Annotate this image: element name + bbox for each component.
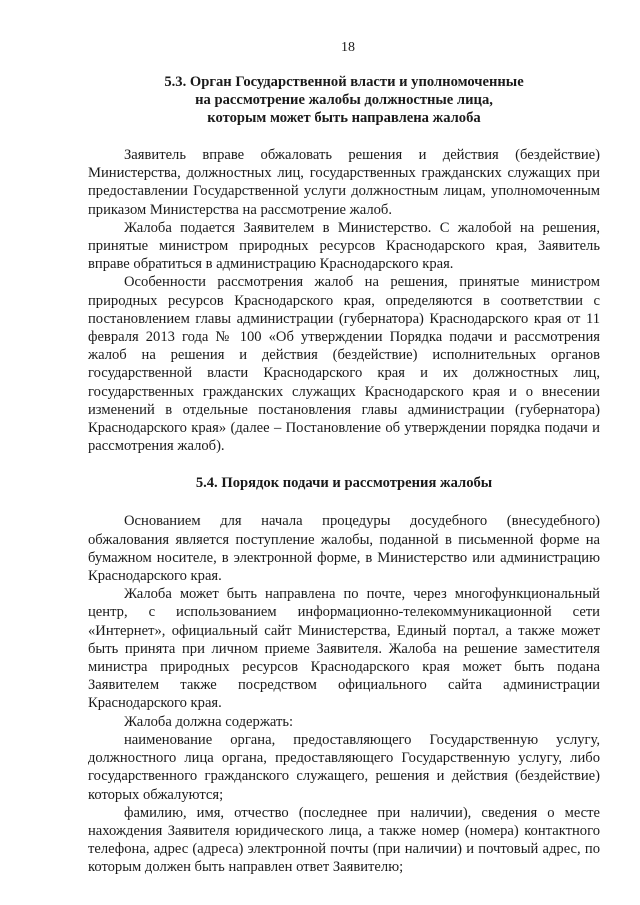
- section-5-4-heading: [88, 474, 600, 492]
- paragraph: Жалоба должна содержать:: [124, 713, 294, 730]
- heading-line: на рассмотрение жалобы должностные лица,: [195, 92, 493, 108]
- section-5-4-body: [88, 512, 600, 876]
- section-5-3-heading: [88, 73, 600, 127]
- paragraph: Основанием для начала процедуры досудебного (внесудебного) обжалования является поступление жалобы, поданной в письменной форме на бумажном носителе, в электронной форме, в Министерство или администрацию Краснодарского края.: [88, 513, 600, 585]
- paragraph: Жалоба подается Заявителем в Министерство. С жалобой на решения, принятые министром природных ресурсов Краснодарского края, Заявитель вправе обратиться в администрацию Краснодарского края.: [88, 219, 600, 273]
- paragraph: Заявитель вправе обжаловать решения и действия (бездействие) Министерства, должностных лиц, государственных гражданских служащих при предоставлении Государственной услуги должностным лицам, уполномоченным приказом Министерства на рассмотрение жалоб.: [88, 147, 600, 218]
- section-5-3-body: [88, 146, 600, 455]
- paragraph: фамилию, имя, отчество (последнее при наличии), сведения о месте нахождения Заявителя юридического лица, а также номер (номера) контактного телефона, адрес (адреса) электронной почты (при наличии) и почтовый адрес, по которым должен быть направлен ответ Заявителю;: [88, 804, 600, 876]
- heading-line: которым может быть направлена жалоба: [207, 110, 481, 126]
- paragraph: Жалоба может быть направлена по почте, через многофункциональный центр, с использованием информационно-телекоммуникационной сети «Интернет», официальный сайт Министерства, Единый портал, а также может быть принята при личном приеме Заявителя. Жалоба на решение заместителя министра природных ресурсов Краснодарского края может быть подана Заявителем также посредством официального сайта администрации Краснодарского края.: [88, 586, 600, 712]
- page-number: 18: [341, 40, 355, 55]
- heading-line: 5.3. Орган Государственной власти и уполномоченные: [164, 74, 524, 90]
- heading-line: 5.4. Порядок подачи и рассмотрения жалобы: [195, 475, 493, 492]
- paragraph: наименование органа, предоставляющего Государственную услугу, должностного лица органа, предоставляющего Государственную услугу, либо государственного гражданского служащего, решения и действия (бездействие) которых обжалуются;: [88, 731, 600, 803]
- paragraph: Особенности рассмотрения жалоб на решения, принятые министром природных ресурсов Краснодарского края, определяются в соответствии с постановлением главы администрации (губернатора) Краснодарского края от 11 февраля 2013 года № 100 «Об утверждении Порядка подачи и рассмотрения жалоб на решения и действия (бездействие) исполнительных органов государственной власти Краснодарского края и их должностных лиц, государственных гражданских служащих Краснодарского края и о внесении изменений в отдельные постановления главы администрации (губернатора) Краснодарского края» (далее – Постановление об утверждении порядка подачи и рассмотрения жалоб).: [88, 274, 600, 455]
